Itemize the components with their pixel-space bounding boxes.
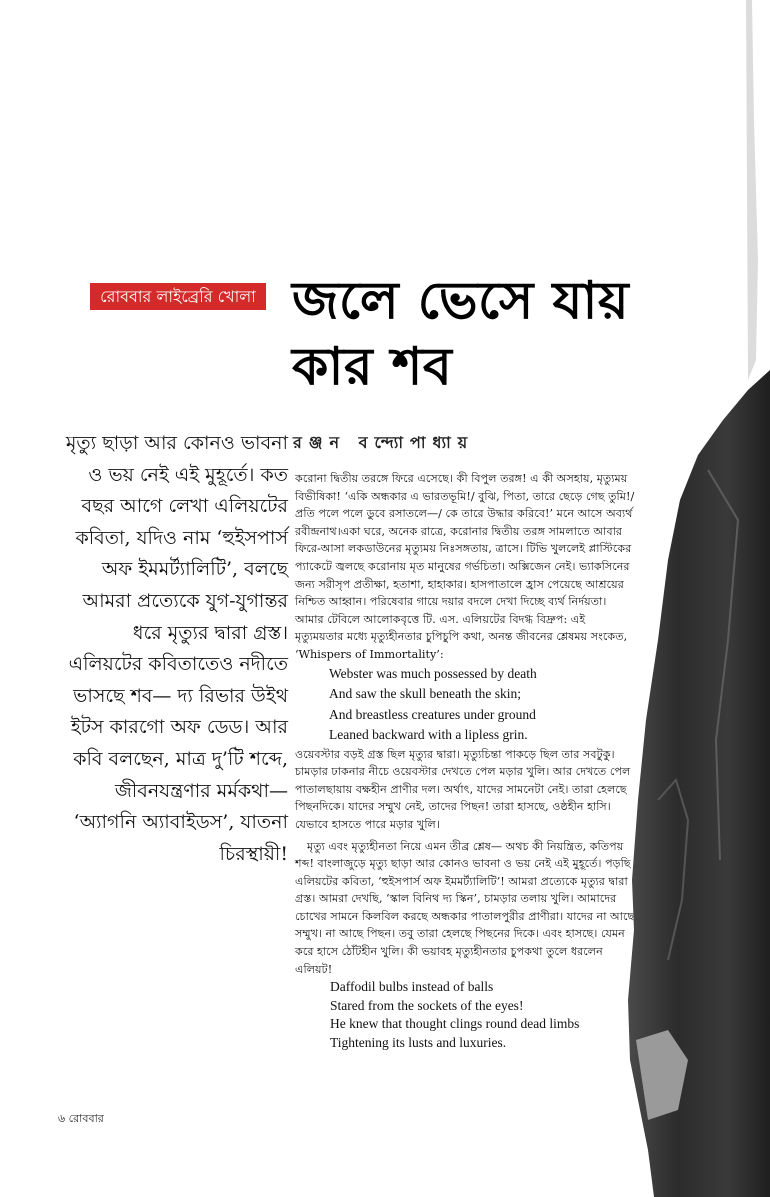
title-line-2: কার শব	[292, 337, 453, 397]
poem-line: Leaned backward with a lipless grin.	[329, 727, 528, 743]
poem-line: Daffodil bulbs instead of balls	[330, 979, 494, 995]
poem-excerpt-1	[295, 664, 635, 746]
poem-line: He knew that thought clings round dead limbs	[330, 1016, 580, 1032]
section-badge: রোববার লাইব্রেরি খোলা	[90, 283, 266, 310]
title-line-1: জলে ভেসে যায়	[292, 271, 630, 331]
body-paragraph-1: করোনা দ্বিতীয় তরঙ্গে ফিরে এসেছে। কী বিপুল তরঙ্গ! এ কী অসহায়, মৃত্যুময় বিভীষিকা! ‘একি অন্ধকার এ ভারতভূমি!/ বুঝি, পিতা, তারে ছেড়ে গেছ তুমি!/ প্রতি পলে পলে ডুবে রসাতলে—/ কে তারে উদ্ধার করিবে!’ মনে আসে অব্যর্থ রবীন্দ্রনাথ।একা ঘরে, অনেক রাত্রে, করোনার দ্বিতীয় তরঙ্গ সামলাতে আবার ফিরে-আসা লকডাউনের মৃত্যুময় নিঃসঙ্গতায়, ত্রাসে। টিভি খুললেই প্লাস্টিকের প্যাকেটে জ্বলছে করোনায় মৃত মানুষের গর্ভচিতা। অক্সিজেন নেই। ভ্যাকসিনের জন্য সরীসৃপ প্রতীক্ষা, হতাশা, হাহাকার। হাসপাতালে হ্রাস পেয়েছে আশ্রয়ের নিশ্চিত আহ্বান। পরিষেবার গায়ে দয়ার বদলে দেখা দিচ্ছে ব্যর্থ নির্দয়তা। আমার টেবিলে আলোকবৃত্তে টি. এস. এলিয়টের বিদগ্ধ বিদ্রুপ: এই মৃত্যুময়তার মধ্যে মৃত্যুহীনতার চুপিচুপি কথা, অনন্ত জীবনের শ্লেষময় সংকেত, ‘Whispers of Immortality’:	[295, 472, 635, 661]
page-folio: ৬ রোববার	[58, 1112, 104, 1125]
author-photo	[628, 0, 770, 1197]
poem-line: And breastless creatures under ground	[329, 706, 536, 722]
pull-quote	[60, 428, 288, 870]
poem-line: And saw the skull beneath the skin;	[329, 686, 521, 702]
article-title	[292, 268, 652, 400]
author-byline: রঞ্জন বন্দ্যোপাধ্যায়	[293, 433, 475, 452]
pull-quote-text: মৃত্যু ছাড়া আর কোনও ভাবনা ও ভয় নেই এই মুহূর্তে। কত বছর আগে লেখা এলিয়টের কবিতা, যদিও নাম ‘হুইসপার্স অফ ইমমর্ট্যালিটি’, বলছে আমরা প্রত্যেকে যুগ-যুগান্তর ধরে মৃত্যুর দ্বারা গ্রস্ত। এলিয়টের কবিতাতেও নদীতে ভাসছে শব— দ্য রিভার উইথ ইটস কারগো অফ ডেড। আর কবি বলছেন, মাত্র দু’টি শব্দে, জীবনযন্ত্রণার মর্মকথা— ‘অ্যাগনি অ্যাবাইডস’, যাতনা চিরস্থায়ী!	[65, 432, 288, 865]
photo-edge	[746, 0, 758, 380]
body-paragraph-2: ওয়েবস্টার বড়ই গ্রস্ত ছিল মৃত্যুর দ্বারা। মৃত্যুচিন্তা পাকড়ে ছিল তার সবটুকু। চামড়ার ঢাকনার নীচে ওয়েবস্টার দেখতে পেল মড়ার খুলি। আর দেখতে পেল পাতালছায়ায় বক্ষহীন প্রাণীর দল। অর্থাৎ, যাদের সামনেটা নেই। তারা হেলছে পিছনদিকে। যাদের সম্মুখ নেই, তাদের পিছন! তারা হাসছে, ওষ্ঠহীন হাসি। যেভাবে হাসতে পারে মড়ার খুলি।	[295, 747, 631, 831]
poem-excerpt-2	[295, 978, 635, 1052]
article-body	[295, 470, 635, 1052]
poem-line: Webster was much possessed by death	[329, 665, 537, 681]
body-paragraph-3: মৃত্যু এবং মৃত্যুহীনতা নিয়ে এমন তীব্র শ্লেষ— অথচ কী নিয়ন্ত্রিত, কতিপয় শব্দ! বাংলাজুড়ে মৃত্যু ছাড়া আর কোনও ভাবনা ও ভয় নেই এই মুহূর্তে। পড়ছি এলিয়টের কবিতা, ‘হুইসপার্স অফ ইমমর্ট্যালিটি’! আমরা প্রত্যেকে মৃত্যুর দ্বারা গ্রস্ত। আমরা দেখছি, ‘স্কাল বিনিথ দ্য স্কিন’, চামড়ার তলায় খুলি। আমাদের চোখের সামনে কিলবিল করছে অন্ধকার পাতালপুরীর প্রাণীরা। যাদের না আছে সম্মুখ। না আছে পিছন। তবু তারা হেলছে পিছনের দিকে। এবং হাসছে। যেমন করে হাসে ঠোঁটহীন খুলি। কী ভয়াবহ মৃত্যুহীনতার চুপকথা তুলে ধরলেন এলিয়ট!	[295, 839, 635, 976]
poem-line: Tightening its lusts and luxuries.	[330, 1034, 507, 1050]
poem-line: Stared from the sockets of the eyes!	[330, 997, 524, 1013]
